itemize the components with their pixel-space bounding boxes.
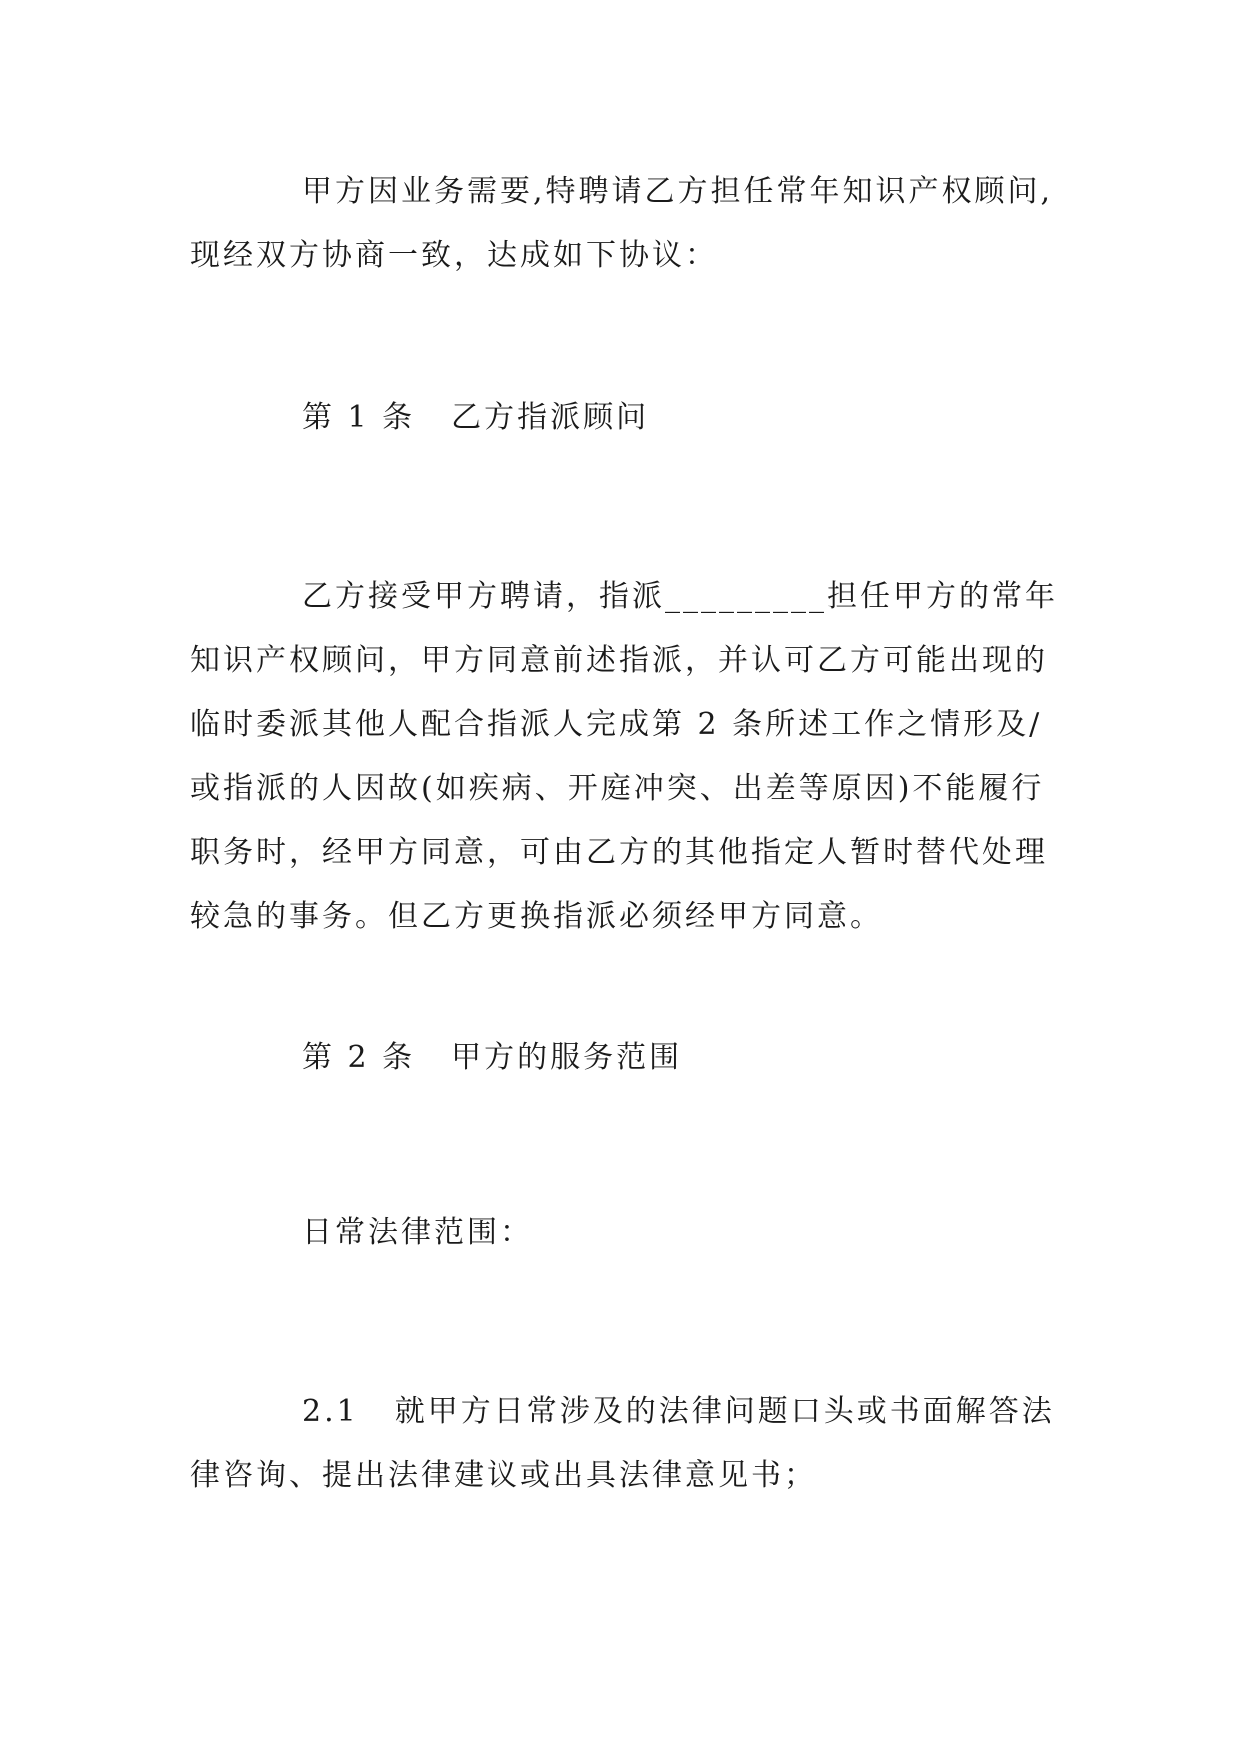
article-2-title: 甲方的服务范围	[451, 1040, 683, 1075]
article-1-line-1: 乙方接受甲方聘请，指派_________担任甲方的常年	[302, 579, 1058, 614]
clause-2-1-line-1	[190, 1380, 1080, 1444]
article-1-line-4: 或指派的人因故(如疾病、开庭冲突、出差等原因)不能履行	[190, 771, 1045, 806]
daily-scope-label: 日常法律范围：	[302, 1215, 533, 1250]
article-1-body	[190, 565, 1080, 949]
article-2-heading	[302, 1026, 682, 1090]
intro-paragraph	[190, 160, 1080, 288]
intro-line-1: 甲方因业务需要,特聘请乙方担任常年知识产权顾问,	[302, 174, 1054, 209]
clause-2-1	[190, 1380, 1080, 1508]
article-1-line-2: 知识产权顾问，甲方同意前述指派，并认可乙方可能出现的	[190, 643, 1048, 678]
article-1-line-3: 临时委派其他人配合指派人完成第 2 条所述工作之情形及/	[190, 707, 1043, 742]
clause-2-1-number: 2.1	[302, 1394, 359, 1429]
clause-2-1-line-2: 律咨询、提出法律建议或出具法律意见书；	[190, 1458, 817, 1493]
article-2-number: 第 2 条	[302, 1040, 416, 1075]
article-1-line-5: 职务时，经甲方同意，可由乙方的其他指定人暂时替代处理	[190, 835, 1048, 870]
article-1-title: 乙方指派顾问	[451, 400, 650, 435]
article-1-number: 第 1 条	[302, 400, 416, 435]
intro-line-2: 现经双方协商一致，达成如下协议：	[190, 238, 718, 273]
article-1-heading	[302, 386, 649, 450]
clause-2-1-text-1: 就甲方日常涉及的法律问题口头或书面解答法	[394, 1394, 1055, 1429]
article-1-line-6: 较急的事务。但乙方更换指派必须经甲方同意。	[190, 899, 883, 934]
